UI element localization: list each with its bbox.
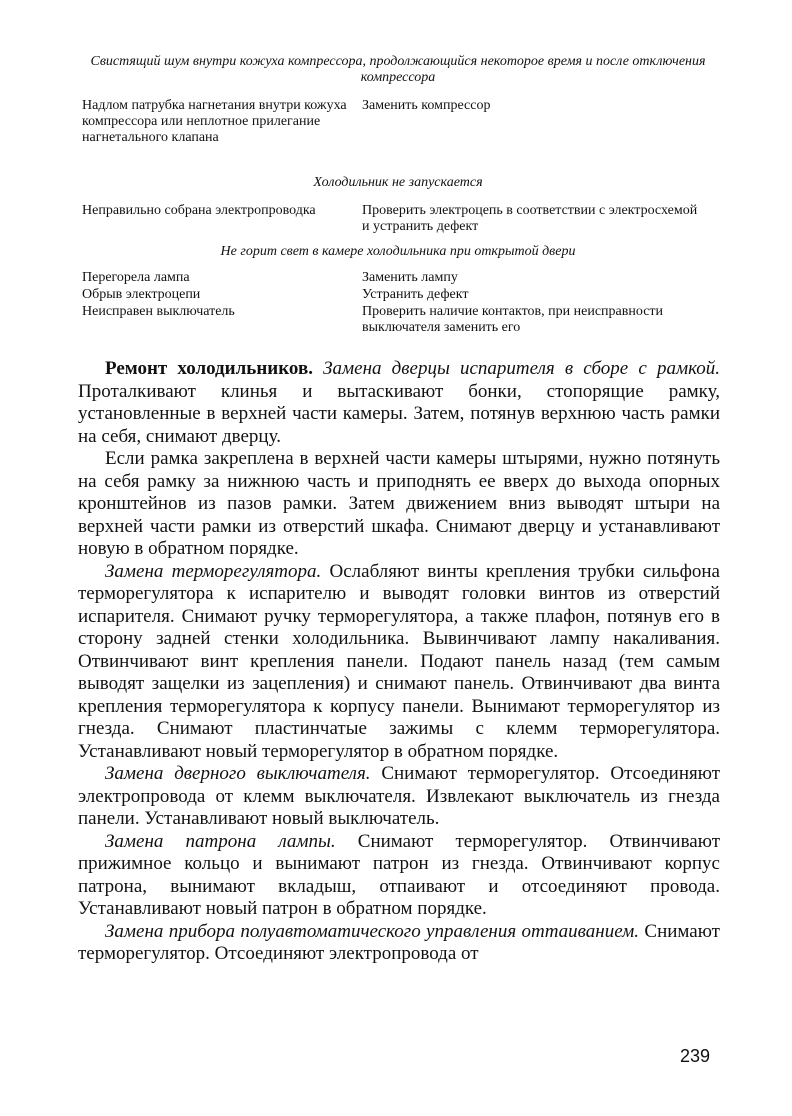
fault-remedy: Проверить наличие контактов, при неисправности выключателя заменить его bbox=[362, 304, 664, 335]
section-heading-not-starting: Холодильник не запускается bbox=[313, 175, 483, 190]
subsection-title: Замена прибора полуавтоматического управления оттаиванием. bbox=[105, 920, 640, 942]
subsection-title: Замена дверцы испарителя в сборе с рамкой. bbox=[323, 358, 720, 379]
paragraph bbox=[78, 448, 720, 561]
section-heading-light-off: Не горит свет в камере холодильника при открытой двери bbox=[220, 244, 576, 259]
fault-remedy: Устранить дефект bbox=[362, 287, 469, 302]
fault-cause: Надлом патрубка нагнетания внутри кожуха компрессора или неплотное прилегание нагнетального клапана bbox=[82, 98, 347, 145]
body-text bbox=[78, 358, 720, 966]
paragraph-text: Снимают терморегулятор. Отсоединяют электропровода от клемм выключателя. Извлекают выключатель из гнезда панели. Устанавливают новый выключатель. bbox=[78, 763, 720, 829]
section-title: Ремонт холодильников. bbox=[105, 358, 313, 379]
paragraph-text: Проталкивают клинья и вытаскивают бонки, стопорящие рамку, установленные в верхней части камеры. Затем, потянув верхнюю часть рамки на себя, снимают дверцу. bbox=[78, 380, 720, 447]
section-heading-compressor-noise: Свистящий шум внутри кожуха компрессора, продолжающийся некоторое время и после отключения компрессора bbox=[90, 54, 706, 85]
paragraph bbox=[78, 561, 720, 764]
paragraph bbox=[78, 763, 720, 831]
subsection-title: Замена дверного выключателя. bbox=[105, 763, 371, 784]
fault-cause: Перегорела лампа bbox=[82, 270, 190, 285]
fault-cause: Обрыв электроцепи bbox=[82, 287, 201, 302]
paragraph-text: Снимают терморегулятор. Отсоединяют электропровода от bbox=[78, 920, 720, 964]
paragraph bbox=[78, 921, 720, 966]
fault-cause: Неправильно собрана электропроводка bbox=[82, 203, 316, 218]
paragraph-text: Если рамка закреплена в верхней части камеры штырями, нужно потянуть на себя рамку за нижнюю часть и приподнять ее вверх до выхода опорных кронштейнов из пазов рамки. Затем движением вниз выводят штыри на верхней части рамки из отверстий шкафа. Снимают дверцу и устанавливают новую в обратном порядке. bbox=[78, 448, 720, 559]
fault-remedy: Заменить компрессор bbox=[362, 98, 491, 113]
paragraph bbox=[78, 831, 720, 921]
page-number: 239 bbox=[680, 1046, 711, 1066]
fault-remedy: Проверить электроцепь в соответствии с электросхемой и устранить дефект bbox=[362, 203, 698, 234]
fault-cause: Неисправен выключатель bbox=[82, 304, 235, 319]
subsection-title: Замена патрона лампы. bbox=[105, 830, 336, 852]
fault-remedy: Заменить лампу bbox=[362, 270, 458, 285]
paragraph-text: Ослабляют винты крепления трубки сильфона терморегулятора к испарителю и выводят головки винтов из отверстий испарителя. Снимают ручку терморегулятора, а также плафон, потянув его в сторону задней стенки холодильника. Вывинчивают лампу накаливания. Отвинчивают винт крепления панели. Подают панель назад (тем самым выводят защелки из зацепления) и снимают панель. Отвинчивают два винта крепления терморегулятора к корпусу панели. Вынимают терморегулятор из гнезда. Снимают пластинчатые зажимы с клемм терморегулятора. Устанавливают новый терморегулятор в обратном порядке. bbox=[78, 560, 720, 762]
subsection-title: Замена терморегулятора. bbox=[105, 560, 322, 582]
paragraph-text: Снимают терморегулятор. Отвинчивают прижимное кольцо и вынимают патрон из гнезда. Отвинчивают корпус патрона, вынимают вкладыш, отпаивают и отсоединяют провода. Устанавливают новый патрон в обратном порядке. bbox=[78, 830, 720, 919]
paragraph bbox=[78, 358, 720, 448]
